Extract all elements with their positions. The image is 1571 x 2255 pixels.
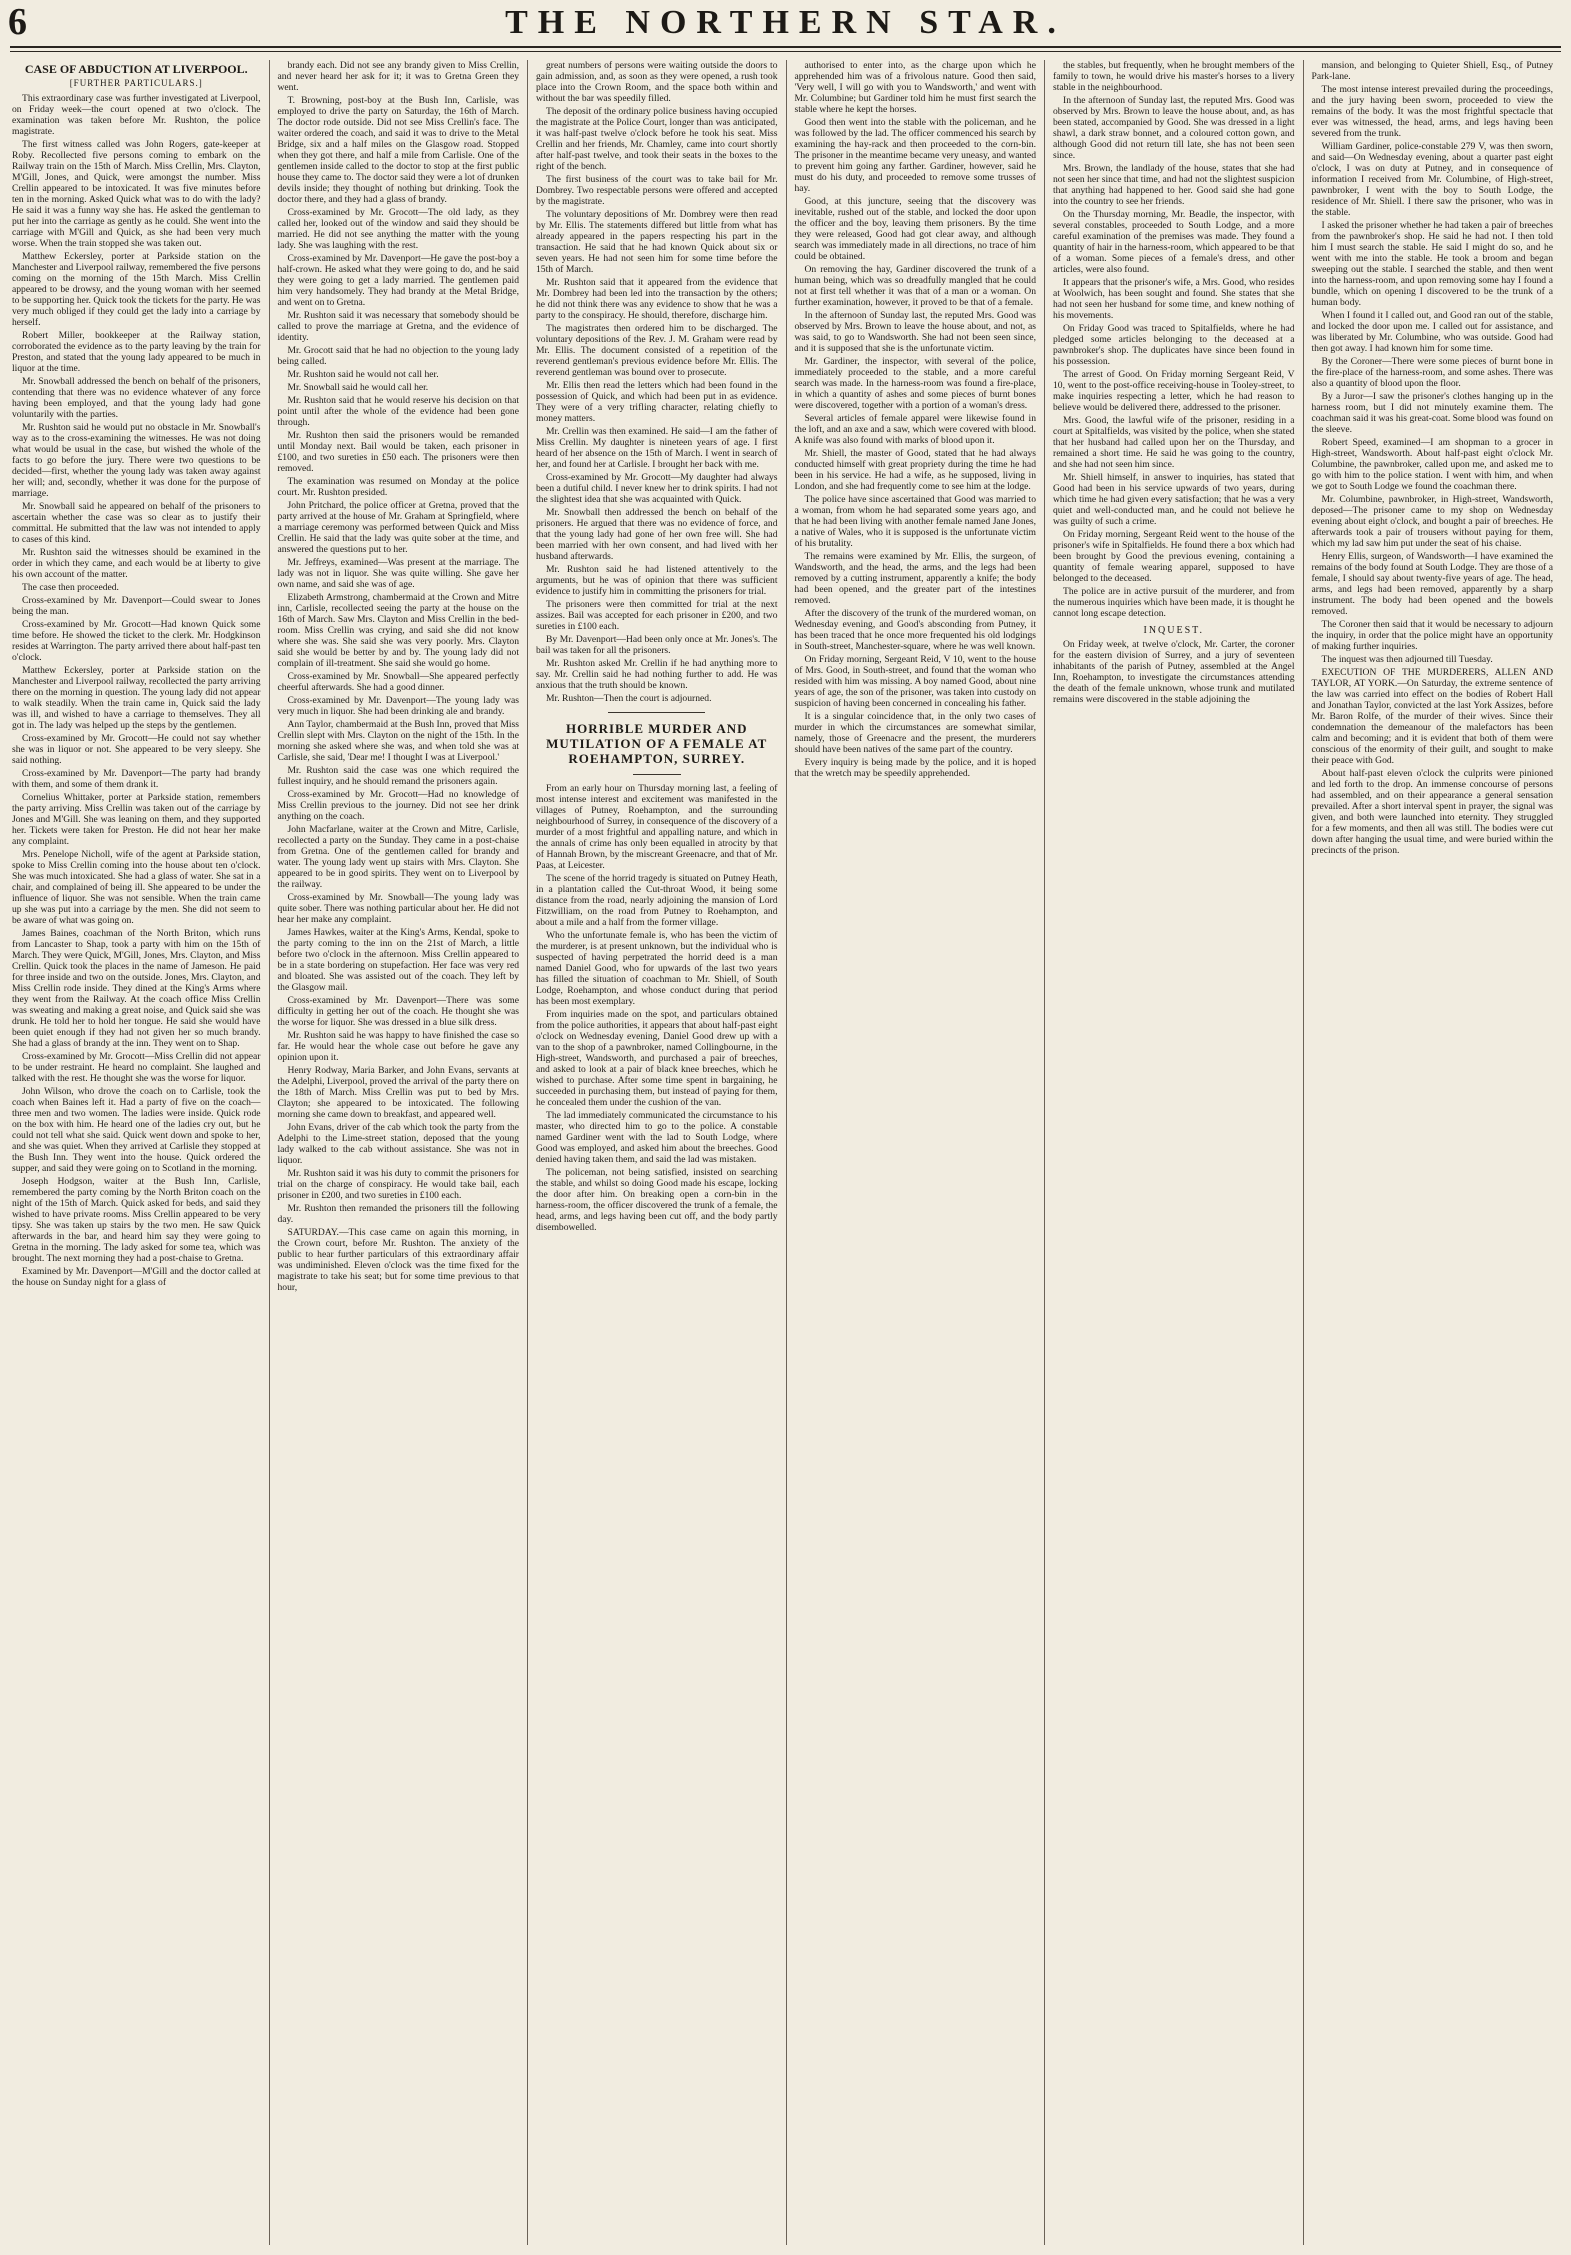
paragraph: Mr. Rushton said that it appeared from the evidence that Mr. Dombrey had been led into the transaction by the others; he did not think there was any evidence to show that he was a party to the conspiracy. He should, therefore, discharge him. xyxy=(536,277,778,321)
paragraph: The police are in active pursuit of the murderer, and from the numerous inquiries which have been made, it is thought he cannot long escape detection. xyxy=(1053,586,1295,619)
paragraph: This extraordinary case was further investigated at Liverpool, on Friday week—the court opened at two o'clock. The examination was taken before Mr. Rushton, the police magistrate. xyxy=(12,93,261,137)
abduction-continued-body xyxy=(278,60,520,1293)
paragraph: The magistrates then ordered him to be discharged. The voluntary depositions of the Rev. J. M. Graham were read by Mr. Ellis. The document consisted of a repetition of the reverend gentleman's previous evidence before Mr. Ellis. The reverend gentleman was bound over to prosecute. xyxy=(536,323,778,378)
paragraph: Robert Miller, bookkeeper at the Railway station, corroborated the evidence as to the party leaving by the train for Preston, and stated that the young lady appeared to be much in liquor at the time. xyxy=(12,330,261,374)
paragraph: James Baines, coachman of the North Briton, which runs from Lancaster to Shap, took a party with him on the 15th of March. They were Quick, M'Gill, Jones, Mrs. Clayton, and Miss Crellin. Quick took the places in the name of Jameson. He paid for three inside and two on the outside. Jones, Mrs. Clayton, and Miss Crellin rode inside. They dined at the King's Arms where they went from the Railway. At the coach office Miss Crellin was sweating and making a great noise, and Quick said she was drunk. He told her to hold her tongue. He said she would have been quiet enough if they had not given her so much brandy. She had a glass of brandy at the inn. They went on to Shap. xyxy=(12,928,261,1049)
paragraph: Mr. Snowball said he appeared on behalf of the prisoners to ascertain whether the case was so clear as to justify their committal. He submitted that the law was not intended to apply to cases of this kind. xyxy=(12,501,261,545)
paragraph: Cornelius Whittaker, porter at Parkside station, remembers the party arriving. Miss Crellin was taken out of the carriage by Jones and M'Gill. She was leaning on them, and they supported her. Tickets were taken for Preston. He did not hear her make any complaint. xyxy=(12,792,261,847)
paragraph: Henry Rodway, Maria Barker, and John Evans, servants at the Adelphi, Liverpool, proved the arrival of the party there on the 18th of March. Miss Crellin was put to bed by Mrs. Clayton; she appeared to be intoxicated. The following morning she came down to breakfast, and appeared well. xyxy=(277,1065,519,1120)
paragraph: Joseph Hodgson, waiter at the Bush Inn, Carlisle, remembered the party coming by the North Briton coach on the night of the 15th of March. Quick asked for beds, and said they wished to have private rooms. Miss Crellin appeared to be very tipsy. She was taken up stairs by the two men. He saw Quick afterwards in the bar, and heard him say they were going to Gretna in the morning. The lady asked for some tea, which was brought. The next morning they had a post-chaise to Gretna. xyxy=(12,1176,261,1264)
paragraph: Robert Speed, examined—I am shopman to a grocer in High-street, Wandsworth. About half-past eight o'clock Mr. Columbine, the pawnbroker, called upon me, and asked me to go with him to the police station. I went with him, and when we got to South Lodge we found the coachman there. xyxy=(1311,437,1553,492)
paragraph: John Wilson, who drove the coach on to Carlisle, took the coach when Baines left it. Had a party of five on the coach—three men and two women. The ladies were inside. Quick rode on the box with him. He heard one of the ladies cry out, but he could not tell what she said. Quick went down and spoke to her, and she was quiet. When they arrived at Carlisle they stopped at the Bush Inn. They went into the house. Quick ordered the supper, and said they were going on to Scotland in the morning. xyxy=(12,1086,261,1174)
abduction-column-3-body xyxy=(536,60,778,704)
paragraph: William Gardiner, police-constable 279 V, was then sworn, and said—On Wednesday evening, about a quarter past eight o'clock, I was on duty at Putney, and in consequence of information I received from Mr. Columbine, of High-street, pawnbroker, I went with the boy to South Lodge, the residence of Mr. Shiell. I there saw the prisoner, who was in the stable. xyxy=(1311,141,1553,218)
paragraph: Cross-examined by Mr. Davenport—There was some difficulty in getting her out of the coach. He thought she was the worse for liquor. She was dressed in a blue silk dress. xyxy=(277,995,519,1028)
paragraph: James Hawkes, waiter at the King's Arms, Kendal, spoke to the party coming to the inn on the 21st of March, a little before two o'clock in the afternoon. Miss Crellin appeared to be in a state bordering on stupefaction. Her face was very red and bloated. She was assisted out of the coach. They left by the Glasgow mail. xyxy=(277,927,519,993)
paragraph: Cross-examined by Mr. Grocott—He could not say whether she was in liquor or not. She appeared to be very sleepy. She said nothing. xyxy=(12,733,261,766)
paragraph: Mr. Rushton then said the prisoners would be remanded until Monday next. Bail would be taken, each prisoner in £100, and two sureties in £50 each. The prisoners were then removed. xyxy=(277,430,519,474)
paragraph: It is a singular coincidence that, in the only two cases of murder in which the circumstances are somewhat similar, namely, those of Greenacre and the present, the murderers should have been natives of the same part of the country. xyxy=(794,711,1036,755)
paragraph: Cross-examined by Mr. Grocott—The old lady, as they called her, looked out of the window and said they should be married. He did not see anything the matter with the young lady. She was laughing with the rest. xyxy=(277,207,519,251)
paragraph: The most intense interest prevailed during the proceedings, and the jury having been sworn, proceeded to view the remains of the body. It was the most frightful spectacle that ever was witnessed, the head, arms, and legs having been severed from the trunk. xyxy=(1311,84,1553,139)
paragraph: Mr. Rushton said it was his duty to commit the prisoners for trial on the charge of conspiracy. He would take bail, each prisoner in £200, and two sureties in £100 each. xyxy=(277,1168,519,1201)
paragraph: By a Juror—I saw the prisoner's clothes hanging up in the harness room, but I did not minutely examine them. The coachman said it was his great-coat. Some blood was found on the sleeve. xyxy=(1311,391,1553,435)
abduction-subhead: [FURTHER PARTICULARS.] xyxy=(69,78,203,88)
paragraph: From an early hour on Thursday morning last, a feeling of most intense interest and excitement was manifested in the villages of Putney, Roehampton, and the surrounding neighbourhood of Surrey, in consequence of the discovery of a murder of a most frightful and appalling nature, and which in the annals of crime has only been equalled in atrocity by that of Hannah Brown, by the miscreant Greenacre, and that of Mr. Paas, at Leicester. xyxy=(536,783,778,871)
paragraph: Mr. Rushton then remanded the prisoners till the following day. xyxy=(277,1203,519,1225)
paragraph: EXECUTION OF THE MURDERERS, ALLEN AND TAYLOR, AT YORK.—On Saturday, the extreme sentence of the law was carried into effect on the bodies of Robert Hall and Jonathan Taylor, convicted at the last York Assizes, before Mr. Baron Rolfe, of the murder of their wives. Since their condemnation the demeanour of the malefactors has been calm and becoming; and it is evident that both of them were conscious of the enormity of their guilt, and sought to make their peace with God. xyxy=(1311,667,1553,766)
paragraph: INQUEST. xyxy=(1143,625,1205,636)
abduction-headline: CASE OF ABDUCTION AT LIVERPOOL. xyxy=(24,62,248,76)
masthead-rule-bottom xyxy=(10,51,1561,52)
murder-column-5-body xyxy=(1053,60,1295,705)
paragraph: Mrs. Penelope Nicholl, wife of the agent at Parkside station, spoke to Miss Crellin coming into the house about ten o'clock. She was much intoxicated. She had a glass of water. She sat in a chair, and complained of being ill. She appeared to be under the influence of liquor. She was not sensible. When the train came up she was put into a carriage by the men. She did not seem to be aware of what was going on. xyxy=(12,849,261,926)
paragraph: The policeman, not being satisfied, insisted on searching the stable, and whilst so doing Good made his escape, locking the door after him. On breaking open a corn-bin in the harness-room, the officer discovered the trunk of a female, the head, arms, and legs having been cut off, and the body partly disembowelled. xyxy=(536,1167,778,1233)
paragraph: SATURDAY.—This case came on again this morning, in the Crown court, before Mr. Rushton. The anxiety of the public to hear further particulars of this extraordinary affair was undiminished. Eleven o'clock was the time fixed for the magistrate to take his seat; but for some time previous to that hour, xyxy=(277,1227,519,1293)
paragraph: By Mr. Davenport—Had been only once at Mr. Jones's. The bail was taken for all the prisoners. xyxy=(536,634,778,656)
paragraph: T. Browning, post-boy at the Bush Inn, Carlisle, was employed to drive the party on Saturday, the 16th of March. The doctor rode outside. Did not see Miss Crellin's face. The waiter ordered the coach, and said it was to drive to the Metal Bridge, six and a half miles on the Glasgow road. Stopped when they got there, and half a mile from Carlisle. One of the gentlemen inside called to the doctor to stop at the first public house they came to. The doctor said they were a lot of drunken devils inside; they thought of nothing but drinking. Took the doctor there, and they had a glass of brandy. xyxy=(277,95,519,205)
paragraph: In the afternoon of Sunday last, the reputed Mrs. Good was observed by Mrs. Brown to leave the house about, and not, as was said, to go to Wandsworth. She had not been seen since, and it is supposed that she is the unfortunate victim. xyxy=(794,310,1036,354)
paragraph: Mr. Shiell, the master of Good, stated that he had always conducted himself with great propriety during the time he had been in his service. He had a wife, as he supposed, living in London, and she had frequently come to see him at the lodge. xyxy=(794,448,1036,492)
paragraph: Mr. Jeffreys, examined—Was present at the marriage. The lady was not in liquor. She was quite willing. She gave her own name, and said she was of age. xyxy=(277,557,519,590)
paragraph: Cross-examined by Mr. Davenport—He gave the post-boy a half-crown. He asked what they were going to do, and he said they were going to get a lady married. The gentlemen paid him very handsomely. They had brandy at the Metal Bridge, and went on to Gretna. xyxy=(277,253,519,308)
article-divider xyxy=(608,712,705,713)
paragraph: It appears that the prisoner's wife, a Mrs. Good, who resides at Woolwich, has been sought and found. She states that she had not seen her husband for some time, and knew nothing of his movements. xyxy=(1053,277,1295,321)
paragraph: Mr. Columbine, pawnbroker, in High-street, Wandsworth, deposed—The prisoner came to my shop on Wednesday evening about eight o'clock, and bought a pair of breeches. He afterwards took a pair of trousers without paying for them, which my lad saw him put under the seat of his chaise. xyxy=(1311,494,1553,549)
paragraph: brandy each. Did not see any brandy given to Miss Crellin, and never heard her ask for it; it was to Gretna Green they went. xyxy=(277,60,519,93)
paragraph: Mrs. Brown, the landlady of the house, states that she had not seen her since that time, and had not the slightest suspicion that anything had happened to her. Good said she had gone into the country to see her friends. xyxy=(1053,163,1295,207)
paragraph: From inquiries made on the spot, and particulars obtained from the police authorities, it appears that about half-past eight o'clock on Wednesday evening, Daniel Good drew up with a van to the shop of a pawnbroker, named Collingbourne, in the High-street, Wandsworth, and purchased a pair of breeches, and asked to look at a pair of black knee breeches, which he wished to purchase. After some time spent in bargaining, he succeeded in purchasing them, but instead of paying for them, he concealed them under the cushion of the van. xyxy=(536,1009,778,1108)
paragraph: On Friday week, at twelve o'clock, Mr. Carter, the coroner for the eastern division of Surrey, and a jury of seventeen inhabitants of the parish of Putney, assembled at the Angel Inn, Roehampton, to investigate the circumstances attending the death of the female unknown, whose trunk and mutilated remains were discovered in the stable adjoining the xyxy=(1053,639,1295,705)
paragraph: In the afternoon of Sunday last, the reputed Mrs. Good was observed by Mrs. Brown to leave the house about, and, as has been stated, accompanied by Good. She was dressed in a light shawl, a dark straw bonnet, and a coloured cotton gown, and although Good did not return till late, she has not been seen since. xyxy=(1053,95,1295,161)
paragraph: Good then went into the stable with the policeman, and he was followed by the lad. The officer commenced his search by examining the hay-rack and then proceeded to the corn-bin. The prisoner in the meantime became very uneasy, and wanted to prevent him going any farther. Gardiner, however, said he must do his duty, and proceeded to remove some trusses of hay. xyxy=(794,117,1036,194)
paragraph: The case then proceeded. xyxy=(22,582,119,593)
paragraph: The remains were examined by Mr. Ellis, the surgeon, of Wandsworth, and the head, the arms, and the legs had been removed by a cutting instrument, apparently a knife; the body had been opened, and the greater part of the intestines removed. xyxy=(794,551,1036,606)
paragraph: When I found it I called out, and Good ran out of the stable, and locked the door upon me. I called out for assistance, and was liberated by Mr. Columbine, who was outside. Good had then got away. I had known him for some time. xyxy=(1311,310,1553,354)
paragraph: Ann Taylor, chambermaid at the Bush Inn, proved that Miss Crellin slept with Mrs. Clayton on the night of the 15th. In the morning she asked where she was, and when told she was at Carlisle, she said, 'Dear me! I thought I was at Liverpool.' xyxy=(277,719,519,763)
paragraph: Cross-examined by Mr. Snowball—The young lady was quite sober. There was nothing particular about her. He did not hear her make any complaint. xyxy=(277,892,519,925)
paragraph: Elizabeth Armstrong, chambermaid at the Crown and Mitre inn, Carlisle, recollected seeing the party at the house on the 16th of March. Saw Mrs. Clayton and Miss Crellin in the bed-room. Miss Crellin was crying, and said she did not know where she was. She said she was very poorly. Mrs. Clayton said she would be better by and by. The young lady did not complain of ill-treatment. She said she would go home. xyxy=(277,592,519,669)
paragraph: Mr. Snowball addressed the bench on behalf of the prisoners, contending that there was no evidence whatever of any force having been employed, and that the young lady had gone voluntarily with the parties. xyxy=(12,376,261,420)
paragraph: Good, at this juncture, seeing that the discovery was inevitable, rushed out of the stable, and locked the door upon the officer and the boy, leaving them prisoners. By the time they were released, Good had got clear away, and although search was immediately made in all directions, no trace of him could be obtained. xyxy=(794,196,1036,262)
paragraph: Mrs. Good, the lawful wife of the prisoner, residing in a court at Spitalfields, was visited by the police, when she stated that her husband had called upon her on the Thursday, and remained a short time. He said he was going to the country, and she had not seen him since. xyxy=(1053,415,1295,470)
paragraph: Mr. Grocott said that he had no objection to the young lady being called. xyxy=(277,345,519,367)
paragraph: About half-past eleven o'clock the culprits were pinioned and led forth to the drop. An immense concourse of persons had assembled, and on their appearance a general sensation prevailed. After a short interval spent in prayer, the signal was given, and both were launched into eternity. They struggled for a few moments, and then all was still. The bodies were cut down after hanging the usual time, and were buried within the precincts of the prison. xyxy=(1311,768,1553,856)
paragraph: By the Coroner—There were some pieces of burnt bone in the fire-place of the harness-room, and some ashes. There was also a quantity of blood upon the floor. xyxy=(1311,356,1553,389)
paragraph: Cross-examined by Mr. Davenport—The party had brandy with them, and some of them drank it. xyxy=(12,768,261,790)
paragraph: Mr. Rushton said he would put no obstacle in Mr. Snowball's way as to the cross-examining the witnesses. He was not doing what would be usual in the case, but wished the whole of the facts to go before the jury. There were two questions to be decided—first, whether the young lady was taken away against her will; and, secondly, whether it was done for the purpose of marriage. xyxy=(12,422,261,499)
page-number: 6 xyxy=(8,1,27,43)
paragraph: The inquest was then adjourned till Tuesday. xyxy=(1321,654,1493,665)
paragraph: On Friday morning, Sergeant Reid, V 10, went to the house of Mrs. Good, in South-street, and found that the woman who resided with him was missing. A boy named Good, about nine years of age, the son of the prisoner, was taken into custody on suspicion of having been concerned in concealing his father. xyxy=(794,654,1036,709)
paragraph: The prisoners were then committed for trial at the next assizes. Bail was accepted for each prisoner in £200, and two sureties in £100 each. xyxy=(536,599,778,632)
paragraph: The examination was resumed on Monday at the police court. Mr. Rushton presided. xyxy=(277,476,519,498)
paragraph: On Friday morning, Sergeant Reid went to the house of the prisoner's wife in Spitalfields. He found there a box which had been brought by Good the previous evening, containing a quantity of female wearing apparel, supposed to have belonged to the deceased. xyxy=(1053,529,1295,584)
abduction-body xyxy=(12,93,261,1288)
paragraph: The first business of the court was to take bail for Mr. Dombrey. Two respectable persons were offered and accepted by the magistrate. xyxy=(536,174,778,207)
paragraph: On the Thursday morning, Mr. Beadle, the inspector, with several constables, proceeded to South Lodge, and a more careful examination of the premises was made. They found a quantity of hair in the harness-room, which appeared to be that of a woman. Some pieces of a female's dress, and other articles, were also found. xyxy=(1053,209,1295,275)
paragraph: John Macfarlane, waiter at the Crown and Mitre, Carlisle, recollected a party on the Sunday. They came in a post-chaise from Gretna. One of the gentlemen called for brandy and water. The young lady went up stairs with Mrs. Clayton. She appeared to be in good spirits. They went on to Liverpool by the railway. xyxy=(277,824,519,890)
paragraph: After the discovery of the trunk of the murdered woman, on Wednesday evening, and Good's absconding from Putney, it has been traced that he once more frequented his old lodgings in South-street, Manchester-square, where he was well known. xyxy=(794,608,1036,652)
column-6 xyxy=(1303,60,1562,2245)
paragraph: On Friday Good was traced to Spitalfields, where he had pledged some articles belonging to the deceased at a pawnbroker's shop. The duplicates have since been found in his possession. xyxy=(1053,323,1295,367)
paragraph: John Evans, driver of the cab which took the party from the Adelphi to the Lime-street station, deposed that the young lady walked to the cab without assistance. She was not in liquor. xyxy=(277,1122,519,1166)
masthead xyxy=(0,0,1571,44)
inquest-column-6-body xyxy=(1312,60,1554,856)
paragraph: Mr. Rushton said he was happy to have finished the case so far. He would hear the whole case out before he gave any opinion upon it. xyxy=(277,1030,519,1063)
paragraph: On removing the hay, Gardiner discovered the trunk of a human being, which was so dreadfully mangled that he could not at first tell whether it was that of a man or a woman. On further examination, however, it proved to be that of a female. xyxy=(794,264,1036,308)
paragraph: Mr. Rushton—Then the court is adjourned. xyxy=(546,693,712,704)
paragraph: Mr. Snowball then addressed the bench on behalf of the prisoners. He argued that there was no evidence of force, and that the young lady had gone of her own free will. She had been married with her own consent, and had lived with her husband afterwards. xyxy=(536,507,778,562)
paragraph: Mr. Snowball said he would call her. xyxy=(287,382,429,393)
paragraph: Mr. Gardiner, the inspector, with several of the police, immediately proceeded to the stable, and a more careful search was made. In the harness-room was found a fire-place, in which a quantity of ashes and some pieces of burnt bones were discovered, together with a portion of a woman's dress. xyxy=(794,356,1036,411)
masthead-rule-top xyxy=(10,46,1561,48)
paragraph: mansion, and belonging to Quieter Shiell, Esq., of Putney Park-lane. xyxy=(1311,60,1553,82)
paragraph: Cross-examined by Mr. Grocott—Had known Quick some time before. He showed the ticket to the clerk. Mr. Hodgkinson resides at Warrington. The party arrived there about half-past ten o'clock. xyxy=(12,619,261,663)
paragraph: The scene of the horrid tragedy is situated on Putney Heath, in a plantation called the Cut-throat Wood, it being some distance from the road, nearly adjoining the mansion of Lord Fitzwilliam, on the road from Putney to Roehampton, and about a mile and a half from the former village. xyxy=(536,873,778,928)
paragraph: Mr. Rushton said it was necessary that somebody should be called to prove the marriage at Gretna, and the evidence of identity. xyxy=(277,310,519,343)
murder-column-4-body xyxy=(795,60,1037,779)
column-2 xyxy=(269,60,528,2245)
murder-headline-divider xyxy=(633,774,681,775)
paragraph: Mr. Rushton said the case was one which required the fullest inquiry, and he should remand the prisoners again. xyxy=(277,765,519,787)
paragraph: Cross-examined by Mr. Grocott—My daughter had always been a dutiful child. I never knew her to drink spirits. I had not the slightest idea that she was acquainted with Quick. xyxy=(536,472,778,505)
murder-headline: HORRIBLE MURDER AND MUTILATION OF A FEMALE AT ROEHAMPTON, SURREY. xyxy=(546,721,768,766)
paragraph: Cross-examined by Mr. Davenport—The young lady was very much in liquor. She had been drinking ale and brandy. xyxy=(277,695,519,717)
paragraph: Mr. Rushton said he would not call her. xyxy=(287,369,439,380)
murder-body xyxy=(536,783,778,1233)
column-3 xyxy=(527,60,786,2245)
paragraph: Mr. Rushton said he had listened attentively to the arguments, but he was of opinion that there was sufficient evidence to justify him in committing the prisoners for trial. xyxy=(536,564,778,597)
paragraph: I asked the prisoner whether he had taken a pair of breeches from the pawnbroker's shop. He said he had not. I then told him I must search the stable. He said I might do so, and he went with me into the stable. He took a broom and began sweeping out the stable. I searched the stable, and then went into the harness-room, and upon removing some hay I found a bundle, which on opening I discovered to be the trunk of a human body. xyxy=(1311,220,1553,308)
paragraph: Cross-examined by Mr. Davenport—Could swear to Jones being the man. xyxy=(12,595,261,617)
paragraph: Mr. Rushton asked Mr. Crellin if he had anything more to say. Mr. Crellin said he had nothing further to add. He was anxious that the truth should be known. xyxy=(536,658,778,691)
paragraph: The first witness called was John Rogers, gate-keeper at Roby. Recollected five persons coming to embark on the Railway train on the 15th of March. Miss Crellin, Mrs. Clayton, M'Gill, Jones, and Quick, were amongst the number. Miss Crellin appeared to be intoxicated. It was five minutes before ten in the morning. Asked Quick what was to do with the lady? He said it was a funny way she has. He asked the gentleman to put her into the carriage as gently as he could. She went into the carriage with M'Gill and Quick, as she had been very much worse. When the train stopped she was taken out. xyxy=(12,139,261,249)
paragraph: authorised to enter into, as the charge upon which he apprehended him was of a frivolous nature. Good then said, 'Very well, I will go with you to Wandsworth,' and went with Mr. Columbine; but Gardiner told him he must first search the stable where he kept the horses. xyxy=(794,60,1036,115)
paragraph: The deposit of the ordinary police business having occupied the magistrate at the Police Court, longer than was anticipated, it was half-past twelve o'clock before he took his seat. Miss Crellin and her friends, Mr. Chamley, came into court shortly after half-past twelve, and took their seats in the boxes to the right of the bench. xyxy=(536,106,778,172)
paragraph: Who the unfortunate female is, who has been the victim of the murderer, is at present unknown, but the individual who is suspected of having perpetrated the horrid deed is a man named Daniel Good, who for upwards of the last two years has filled the situation of coachman to Mr. Shiell, of South Lodge, Roehampton, and whose conduct during that period has been most exemplary. xyxy=(536,930,778,1007)
paragraph: John Pritchard, the police officer at Gretna, proved that the party arrived at the house of Mr. Graham at Springfield, where a marriage ceremony was performed between Quick and Miss Crellin. He said that the lady was quite sober at the time, and answered the questions put to her. xyxy=(277,500,519,555)
paragraph: The police have since ascertained that Good was married to a woman, from whom he had separated some years ago, and that he had been living with another female named Jane Jones, a native of Wales, who it is supposed is the unfortunate victim of his brutality. xyxy=(794,494,1036,549)
paragraph: Cross-examined by Mr. Snowball—She appeared perfectly cheerful afterwards. She had a good dinner. xyxy=(277,671,519,693)
paragraph: great numbers of persons were waiting outside the doors to gain admission, and, as soon as they were opened, a rush took place into the Crown Room, and the space both within and without the bar was speedily filled. xyxy=(536,60,778,104)
article-columns xyxy=(10,60,1561,2245)
paragraph: The arrest of Good. On Friday morning Sergeant Reid, V 10, went to the post-office receiving-house in Tooley-street, to make inquiries respecting a letter, which he had reason to believe would be delivered there, addressed to the prisoner. xyxy=(1053,369,1295,413)
paragraph: The Coroner then said that it would be necessary to adjourn the inquiry, in order that the police might have an opportunity of making further inquiries. xyxy=(1311,619,1553,652)
paragraph: Cross-examined by Mr. Grocott—Miss Crellin did not appear to be under restraint. He heard no complaint. She laughed and talked with the rest. He thought she was the worse for liquor. xyxy=(12,1051,261,1084)
paragraph: Mr. Shiell himself, in answer to inquiries, has stated that Good had been in his service upwards of two years, during which time he had given every satisfaction; that he was a very quiet and well-conducted man, and he could not believe he was guilty of such a crime. xyxy=(1053,472,1295,527)
paragraph: Matthew Eckersley, porter at Parkside station on the Manchester and Liverpool railway, remembered the five persons coming on the morning of the 15th March. Miss Crellin appeared to be drowsy, and the young woman with her seemed to be supporting her. Quick took the tickets for the party. He was very much obliged if they could get the lady into a carriage by herself. xyxy=(12,251,261,328)
paragraph: Mr. Rushton said the witnesses should be examined in the order in which they came, and each would be at liberty to give his own account of the matter. xyxy=(12,547,261,580)
paragraph: Examined by Mr. Davenport—M'Gill and the doctor called at the house on Sunday night for a glass of xyxy=(12,1266,261,1288)
paragraph: Several articles of female apparel were likewise found in the loft, and an axe and a saw, which were covered with blood. A knife was also found with marks of blood upon it. xyxy=(794,413,1036,446)
paragraph: Mr. Crellin was then examined. He said—I am the father of Miss Crellin. My daughter is nineteen years of age. I first heard of her absence on the 15th of March. I went in search of her, and found her at Carlisle. I brought her back with me. xyxy=(536,426,778,470)
paragraph: Mr. Rushton said that he would reserve his decision on that point until after the whole of the evidence had been gone through. xyxy=(277,395,519,428)
column-5 xyxy=(1044,60,1303,2245)
column-1 xyxy=(10,60,269,2245)
column-4 xyxy=(786,60,1045,2245)
paragraph: Every inquiry is being made by the police, and it is hoped that the wretch may be speedily apprehended. xyxy=(794,757,1036,779)
paragraph: The voluntary depositions of Mr. Dombrey were then read by Mr. Ellis. The statements differed but little from what has already appeared in the papers respecting his part in the transaction. He said that he had known Quick about six or seven years. He had not seen him for some time before the 15th of March. xyxy=(536,209,778,275)
paragraph: Matthew Eckersley, porter at Parkside station on the Manchester and Liverpool railway, recollected the party arriving there on the morning in question. The young lady did not appear to walk steadily. When the train came in, Quick said the lady was ill, and wished to have a carriage to themselves. They all got in. The lady was helped up the steps by the gentlemen. xyxy=(12,665,261,731)
paragraph: Henry Ellis, surgeon, of Wandsworth—I have examined the remains of the body found at South Lodge. They are those of a female, I should say about twenty-five years of age. The head, arms, and legs had been removed, apparently by a sharp instrument. The body had been opened and the bowels removed. xyxy=(1311,551,1553,617)
paragraph: the stables, but frequently, when he brought members of the family to town, he would drive his master's horses to a livery stable in the neighbourhood. xyxy=(1053,60,1295,93)
paragraph: The lad immediately communicated the circumstance to his master, who directed him to go to the police. A constable named Gardiner went with the lad to South Lodge, where Good was employed, and asked him about the breeches. Good denied having taken them, and said the lad was mistaken. xyxy=(536,1110,778,1165)
paragraph: Cross-examined by Mr. Grocott—Had no knowledge of Miss Crellin previous to the journey. Did not see her drink anything on the coach. xyxy=(277,789,519,822)
newspaper-title: THE NORTHERN STAR. xyxy=(505,4,1066,41)
paragraph: Mr. Ellis then read the letters which had been found in the possession of Quick, and which had been put in as evidence. They were of a very trifling character, relating chiefly to money matters. xyxy=(536,380,778,424)
